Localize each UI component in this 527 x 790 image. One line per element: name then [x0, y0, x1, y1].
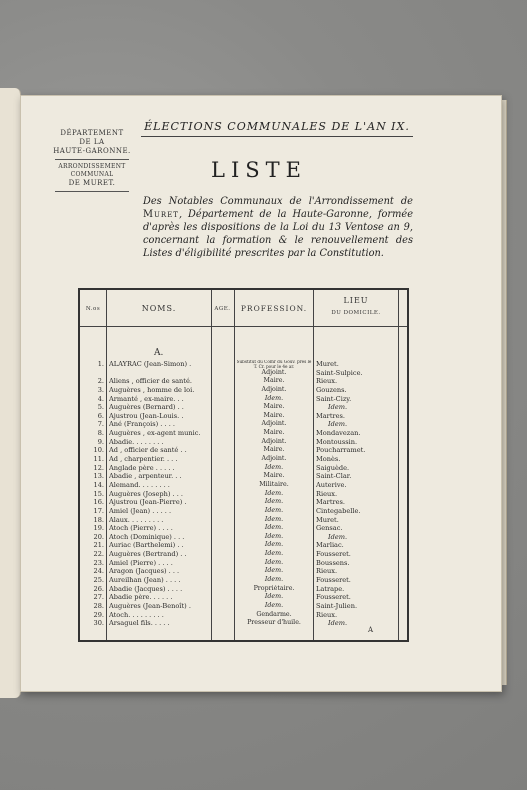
row-lieu: Fousseret. [316, 593, 351, 602]
row-number: 15. [93, 489, 104, 498]
notables-table [78, 288, 409, 642]
row-lieu: Saint-Clar. [316, 472, 352, 481]
row-number: 26. [93, 584, 104, 593]
row-name: Aureilhan (Jean) . . . . [109, 576, 181, 585]
dept-line: DE LA [79, 138, 105, 146]
dept-line: HAUTE-GARONNE. [53, 147, 131, 155]
row-number: 9. [97, 437, 104, 446]
table-row [80, 507, 407, 516]
row-number: 24. [93, 567, 104, 576]
row-profession: Idem. [264, 394, 284, 402]
row-profession: Maire. [263, 429, 285, 437]
row-profession: Maire. [263, 446, 285, 454]
row-number: 21. [93, 541, 104, 550]
election-title: ÉLECTIONS COMMUNALES DE L'AN IX. [141, 120, 413, 137]
table-row [80, 481, 407, 490]
row-lieu: Fousseret. [316, 576, 351, 585]
table-row [80, 516, 407, 525]
row-profession: Substitut du Comr du Gouv. près le T. Cr. pour le 4e ar. [236, 360, 312, 369]
row-profession: Idem. [264, 593, 284, 601]
table-row [80, 446, 407, 455]
row-profession: Idem. [264, 601, 284, 609]
row-profession: Maire. [263, 472, 285, 480]
row-lieu: Gensac. [316, 524, 343, 533]
row-lieu: Auterive. [316, 480, 347, 489]
row-lieu: Marliac. [316, 541, 344, 550]
header-num: N.os [85, 306, 101, 312]
row-name: Auguères (Bernard) . . [109, 403, 184, 412]
row-profession: Idem. [264, 550, 284, 558]
row-lieu: Mondavezan. [316, 429, 361, 438]
row-number: 13. [93, 472, 104, 481]
row-profession: Militaire. [259, 480, 289, 488]
row-profession: Adjoint. [261, 368, 287, 376]
row-name: Amiel (Pierre) . . . . [109, 558, 173, 567]
row-lieu: Saint-Sulpice. [316, 368, 363, 377]
row-number: 11. [93, 455, 104, 464]
header-age: AGE. [214, 306, 231, 312]
row-name: Ad , officier de santé . . [109, 446, 187, 455]
table-row [80, 429, 407, 438]
row-profession: Gendarme. [256, 610, 292, 618]
table-row [80, 438, 407, 447]
table-row [80, 550, 407, 559]
row-number: 10. [93, 446, 104, 455]
row-name: Amiel (Jean) . . . . . [109, 506, 172, 515]
row-lieu: Gouzens. [316, 385, 347, 394]
arr-line: COMMUNAL [70, 171, 114, 178]
table-row [80, 464, 407, 473]
row-profession: Adjoint. [261, 437, 287, 445]
row-lieu: Idem. [328, 403, 348, 412]
table-row [80, 498, 407, 507]
document-page [20, 95, 502, 692]
row-profession: Idem. [264, 506, 284, 514]
row-number: 27. [93, 593, 104, 602]
table-row [80, 619, 407, 628]
liste-title: LISTE [211, 158, 307, 182]
row-name: Atoch (Dominique) . . . [109, 532, 185, 541]
row-name: Auguères (Jean-Benoît) . [109, 601, 191, 610]
row-number: 6. [97, 411, 104, 420]
row-name: Auguères , homme de loi. [109, 385, 195, 394]
header-profession: PROFESSION. [240, 304, 308, 313]
table-row [80, 585, 407, 594]
row-profession: Maire. [263, 403, 285, 411]
table-row [80, 369, 407, 378]
row-number: 2. [97, 377, 104, 386]
row-lieu: Poucharramet. [316, 446, 366, 455]
row-lieu: Martres. [316, 498, 346, 507]
row-name: Ajustrou (Jean-Pierre) . [109, 498, 187, 507]
row-name: Auguères (Bertrand) . . [109, 550, 187, 559]
signature-mark: A [368, 626, 374, 634]
row-number: 29. [93, 610, 104, 619]
row-profession: Idem. [264, 489, 284, 497]
row-number: 23. [93, 558, 104, 567]
row-lieu: Idem. [328, 420, 348, 429]
dept-divider [55, 159, 129, 160]
row-number: 3. [97, 385, 104, 394]
row-name: Aragon (Jacques) . . . [109, 567, 180, 576]
row-number: 4. [97, 394, 104, 403]
row-lieu: Saint-Cizy. [316, 394, 352, 403]
table-row [80, 533, 407, 542]
row-number: 12. [93, 463, 104, 472]
table-row [80, 360, 407, 369]
row-lieu: Rieux. [316, 377, 338, 386]
header-domicile: DU DOMICILE. [331, 310, 381, 316]
arr-line: DE MURET. [68, 179, 116, 187]
row-number: 7. [97, 420, 104, 429]
row-profession: Propriétaire. [253, 584, 295, 592]
row-number: 14. [93, 480, 104, 489]
row-lieu: Muret. [316, 515, 339, 524]
row-profession: Idem. [264, 524, 284, 532]
table-row [80, 412, 407, 421]
table-row [80, 420, 407, 429]
row-profession: Idem. [264, 576, 284, 584]
row-number: 1. [97, 360, 104, 368]
row-name: ALAYRAC (Jean-Simon) . [109, 360, 192, 368]
section-letter: A. [154, 348, 164, 358]
table-rows [80, 360, 407, 628]
row-number: 17. [93, 506, 104, 515]
row-name: Auriac (Barthelemi) . . [109, 541, 184, 550]
row-name: Ané (François) . . . . [109, 420, 175, 429]
table-row [80, 472, 407, 481]
table-row [80, 455, 407, 464]
row-number: 28. [93, 601, 104, 610]
row-number: 22. [93, 550, 104, 559]
row-profession: Idem. [264, 567, 284, 575]
table-row [80, 576, 407, 585]
row-name: Armanté , ex-maire. . . [109, 394, 184, 403]
table-row [80, 403, 407, 412]
table-row [80, 395, 407, 404]
arr-line: ARRONDISSEMENT [58, 163, 126, 170]
arr-divider [55, 191, 129, 192]
table-row [80, 524, 407, 533]
row-lieu: Boussens. [316, 558, 350, 567]
row-name: Abadie (Jacques) . . . . [109, 584, 183, 593]
row-number: 19. [93, 524, 104, 533]
desc-muret: Muret [143, 209, 179, 220]
row-profession: Maire. [263, 411, 285, 419]
row-profession: Idem. [264, 463, 284, 471]
table-row [80, 593, 407, 602]
row-profession: Idem. [264, 558, 284, 566]
row-profession: Idem. [264, 498, 284, 506]
row-name: Alemand. . . . . . . . [109, 480, 170, 489]
table-row [80, 490, 407, 499]
row-lieu: Rieux. [316, 489, 338, 498]
row-lieu: Cintegabelle. [316, 506, 361, 515]
row-lieu: Martres. [316, 411, 346, 420]
row-name: Atoch (Pierre) . . . . [109, 524, 173, 533]
row-number: 20. [93, 532, 104, 541]
row-name: Ad , charpentier. . . . [109, 455, 178, 464]
row-profession: Adjoint. [261, 420, 287, 428]
header-lieu: LIEU [343, 296, 369, 305]
desc-part1: Des Notables Communaux de l'Arrondissement de [143, 196, 413, 207]
table-row [80, 559, 407, 568]
table-row [80, 377, 407, 386]
table-row [80, 611, 407, 620]
row-number: 5. [97, 403, 104, 412]
row-lieu: Idem. [328, 532, 348, 541]
row-name: Abadie. . . . . . . . [109, 437, 164, 446]
row-lieu: Saint-Julien. [316, 601, 358, 610]
row-profession: Adjoint. [261, 385, 287, 393]
row-name: Anglade père . . . . . [109, 463, 175, 472]
row-name: Arsaguel fils. . . . . [109, 619, 170, 628]
row-lieu: Rieux. [316, 610, 338, 619]
table-row [80, 602, 407, 611]
row-lieu: Latrape. [316, 584, 345, 593]
table-row [80, 567, 407, 576]
row-profession: Presseur d'huile. [247, 619, 301, 627]
row-number: 25. [93, 576, 104, 585]
row-number: 16. [93, 498, 104, 507]
row-number: 18. [93, 515, 104, 524]
row-profession: Adjoint. [261, 455, 287, 463]
row-name: Atoch. . . . . . . . . [109, 610, 164, 619]
header-noms: NOMS. [141, 304, 177, 313]
facing-page-edge [0, 88, 21, 698]
dept-line: DÉPARTEMENT [60, 129, 124, 137]
row-name: Aliens , officier de santé. [109, 377, 192, 386]
header-rule [80, 326, 407, 327]
department-block [51, 129, 133, 195]
row-lieu: Rieux. [316, 567, 338, 576]
row-name: Auguères , ex-agent munic. [109, 429, 201, 438]
row-profession: Idem. [264, 532, 284, 540]
desc-part2: , Département de la Haute-Garonne, formée d'après les dispositions de la Loi du 13 Ventose an 9, concernant la formation & le renouvellement des Listes d'éligibilité prescrites par la Constitution. [143, 209, 413, 259]
table-row [80, 386, 407, 395]
row-name: Ajustrou (Jean-Louis. . [109, 411, 184, 420]
row-lieu: Idem. [328, 619, 348, 628]
row-profession: Maire. [263, 377, 285, 385]
row-profession: Idem. [264, 541, 284, 549]
row-name: Auguères (Joseph) . . . [109, 489, 183, 498]
row-name: Abadie , arpenteur. . . [109, 472, 182, 481]
row-profession: Idem. [264, 515, 284, 523]
row-lieu: Montoussin. [316, 437, 358, 446]
row-lieu: Fousseret. [316, 550, 351, 559]
row-number: 30. [93, 619, 104, 628]
description-paragraph [143, 195, 413, 260]
row-lieu: Monès. [316, 455, 341, 464]
row-number: 8. [97, 429, 104, 438]
row-name: Abadie père. . . . . . [109, 593, 173, 602]
table-row [80, 541, 407, 550]
row-name: Alaux. . . . . . . . . [109, 515, 164, 524]
row-lieu: Saiguède. [316, 463, 350, 472]
row-lieu: Muret. [316, 360, 339, 368]
